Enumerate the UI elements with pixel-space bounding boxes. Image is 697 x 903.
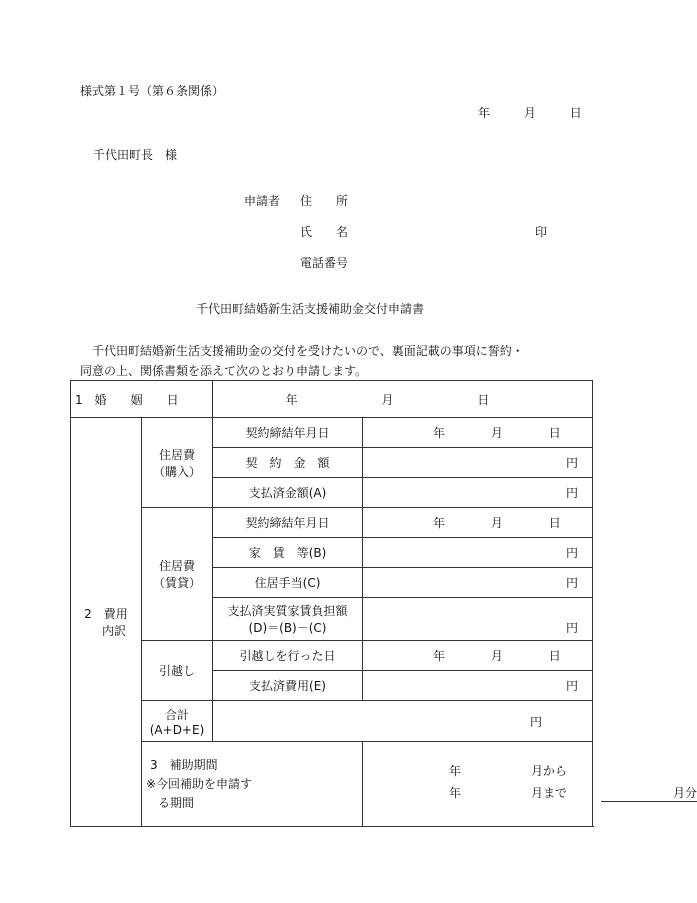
paid-amount-a-label: 支払済金額(A): [213, 478, 363, 508]
yen-label: 円: [566, 546, 579, 560]
purchase-label-line-1: 住居費: [159, 447, 196, 462]
yen-label: 円: [566, 679, 579, 693]
subsidy-period-row: [71, 742, 593, 827]
months-field[interactable]: [601, 784, 697, 802]
year-label: 年: [433, 426, 446, 440]
moving-date-label: 引越しを行った日: [213, 641, 363, 671]
date-year-label: 年: [478, 106, 491, 120]
phone-label: 電話番号: [300, 256, 349, 270]
table-row: [71, 701, 593, 742]
total-label-line-1: 合計: [165, 707, 190, 722]
applicant-label: 申請者: [244, 194, 281, 208]
date-day-label: 日: [569, 106, 582, 120]
contract-amount-field[interactable]: [363, 448, 593, 478]
day-label: 日: [548, 649, 561, 663]
actual-rent-line-2: (D)＝(B)－(C): [248, 621, 327, 635]
total-label: [142, 701, 213, 742]
moving-label: 引越し: [142, 641, 213, 701]
intro-line-2: 同意の上、関係書類を添えて次のとおり申請します。: [80, 364, 368, 378]
month-label: 月: [490, 649, 503, 663]
purchase-contract-date-label: 契約締結年月日: [213, 418, 363, 448]
month-label: 月: [490, 426, 503, 440]
period-from-year: 年: [449, 764, 462, 778]
actual-rent-line-1: 支払済実質家賃負担額: [227, 604, 348, 618]
year-label: 年: [285, 392, 298, 407]
marriage-date-label: 1 婚 姻 日: [71, 381, 213, 418]
rent-b-field[interactable]: [363, 538, 593, 568]
moving-cost-e-label: 支払済費用(E): [213, 671, 363, 701]
moving-cost-e-field[interactable]: [363, 671, 593, 701]
cost-label-line-2: 内訳: [101, 624, 126, 638]
application-table: [70, 380, 697, 827]
address-label: 住 所: [300, 194, 349, 208]
day-label: 日: [477, 392, 490, 407]
rental-contract-date-label: 契約締結年月日: [213, 508, 363, 538]
yen-label: 円: [566, 576, 579, 590]
rental-housing-label: [142, 508, 213, 641]
total-label-line-2: (A+D+E): [149, 722, 205, 737]
document-title: 千代田町結婚新生活支援補助金交付申請書: [196, 302, 425, 316]
yen-label: 円: [566, 486, 579, 500]
day-label: 日: [548, 516, 561, 530]
period-until-year: 年: [449, 786, 462, 800]
year-label: 年: [433, 516, 446, 530]
paid-amount-a-field[interactable]: [363, 478, 593, 508]
marriage-row: [71, 381, 593, 418]
form-number: 様式第１号（第６条関係）: [80, 84, 225, 98]
rental-contract-date-field[interactable]: [363, 508, 593, 538]
rent-b-label: 家 賃 等(B): [213, 538, 363, 568]
yen-label: 円: [566, 621, 579, 635]
total-field[interactable]: [213, 701, 593, 742]
period-label-line-1: 3 補助期間: [150, 757, 218, 772]
year-label: 年: [433, 649, 446, 663]
submission-date: [478, 104, 582, 121]
addressee: 千代田町長 様: [93, 148, 178, 162]
purchase-housing-label: [142, 418, 213, 508]
purchase-contract-date-field[interactable]: [363, 418, 593, 448]
rent-label-line-2: （賃貸）: [153, 576, 202, 590]
cost-label-line-1: 2 費用: [84, 607, 128, 621]
period-from-month: 月から: [531, 764, 568, 778]
actual-rent-d-field[interactable]: [363, 598, 593, 641]
period-until-month: 月まで: [531, 786, 568, 800]
moving-date-field[interactable]: [363, 641, 593, 671]
table-row: [71, 641, 593, 671]
actual-rent-d-label: [213, 598, 363, 641]
subsidy-period-label: [142, 742, 363, 827]
month-label: 月: [490, 516, 503, 530]
subsidy-period-field[interactable]: [363, 742, 697, 827]
months-label: 月分: [673, 786, 697, 800]
month-label: 月: [381, 392, 394, 407]
period-label-line-3: る期間: [158, 795, 195, 810]
marriage-date-field[interactable]: [213, 381, 593, 418]
yen-label: 円: [530, 714, 543, 729]
contract-amount-label: 契 約 金 額: [213, 448, 363, 478]
table-row: [71, 418, 593, 448]
intro-line-1: 千代田町結婚新生活支援補助金の交付を受けたいので、裏面記載の事項に誓約・: [92, 344, 524, 358]
housing-allowance-c-field[interactable]: [363, 568, 593, 598]
purchase-label-line-2: （購入）: [153, 464, 202, 479]
date-month-label: 月: [523, 106, 536, 120]
cost-breakdown-label: [71, 418, 142, 827]
yen-label: 円: [566, 456, 579, 470]
day-label: 日: [548, 426, 561, 440]
rent-label-line-1: 住居費: [159, 559, 196, 573]
table-row: [71, 508, 593, 538]
seal-mark: 印: [535, 225, 548, 239]
name-label: 氏 名: [300, 225, 349, 239]
period-label-line-2: ※今回補助を申請す: [146, 776, 253, 791]
housing-allowance-c-label: 住居手当(C): [213, 568, 363, 598]
